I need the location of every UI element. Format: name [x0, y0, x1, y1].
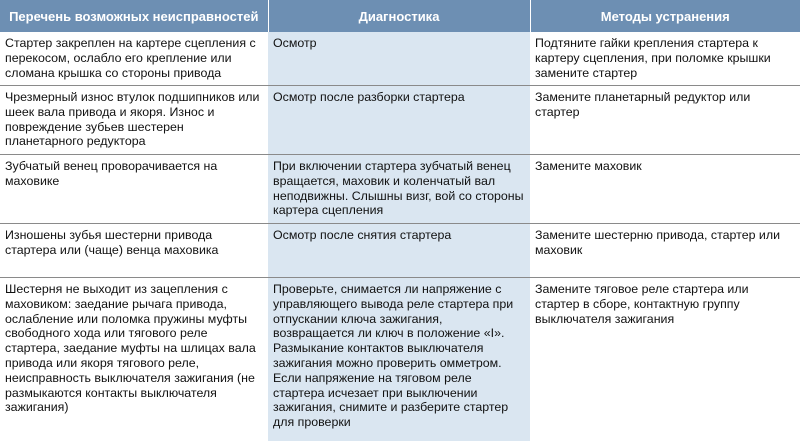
table-row: [0, 278, 800, 441]
header-row: [0, 0, 800, 32]
header-remedy: Методы устранения: [530, 0, 800, 32]
table-row: [0, 224, 800, 278]
remedy-cell: Замените тяговое реле стартера или стартер в сборе, контактную группу выключателя зажигания: [530, 278, 800, 441]
fault-cell: Шестерня не выходит из зацепления с маховиком: заедание рычага привода, ослабление или поломка пружины муфты свободного хода или тягового реле стартера, заедание муфты на шлицах вала привода или якоря тягового реле, неисправность выключателя зажигания (не размыкаются контакты выключателя зажигания): [0, 278, 268, 441]
table-row: [0, 86, 800, 155]
fault-cell: Стартер закреплен на картере сцепления с перекосом, ослабло его крепление или сломана крышка со стороны привода: [0, 32, 268, 86]
table-header: [0, 0, 800, 32]
diagnosis-cell: Осмотр после снятия стартера: [268, 224, 530, 278]
fault-cell: Изношены зубья шестерни привода стартера или (чаще) венца маховика: [0, 224, 268, 278]
diagnosis-cell: Осмотр после разборки стартера: [268, 86, 530, 155]
header-faults: Перечень возможных неисправностей: [0, 0, 268, 32]
remedy-cell: Замените маховик: [530, 155, 800, 224]
remedy-cell: Замените шестерню привода, стартер или маховик: [530, 224, 800, 278]
table-row: [0, 32, 800, 86]
fault-cell: Чрезмерный износ втулок подшипников или шеек вала привода и якоря. Износ и повреждение зубьев шестерен планетарного редуктора: [0, 86, 268, 155]
diagnosis-cell: Проверьте, снимается ли напряжение с управляющего вывода реле стартера при отпускании ключа зажигания, возвращается ли ключ в положение «I». Размыкание контактов выключателя зажигания можно проверить омметром. Если напряжение на тяговом реле стартера исчезает при выключении зажигания, снимите и разберите стартер для проверки: [268, 278, 530, 441]
diagnosis-cell: Осмотр: [268, 32, 530, 86]
header-diagnosis: Диагностика: [268, 0, 530, 32]
table-body: [0, 32, 800, 441]
remedy-cell: Подтяните гайки крепления стартера к картеру сцепления, при поломке крышки замените стартер: [530, 32, 800, 86]
fault-cell: Зубчатый венец проворачивается на маховике: [0, 155, 268, 224]
remedy-cell: Замените планетарный редуктор или стартер: [530, 86, 800, 155]
table-row: [0, 155, 800, 224]
diagnosis-cell: При включении стартера зубчатый венец вращается, маховик и коленчатый вал неподвижны. Слышны визг, вой со стороны картера сцепления: [268, 155, 530, 224]
